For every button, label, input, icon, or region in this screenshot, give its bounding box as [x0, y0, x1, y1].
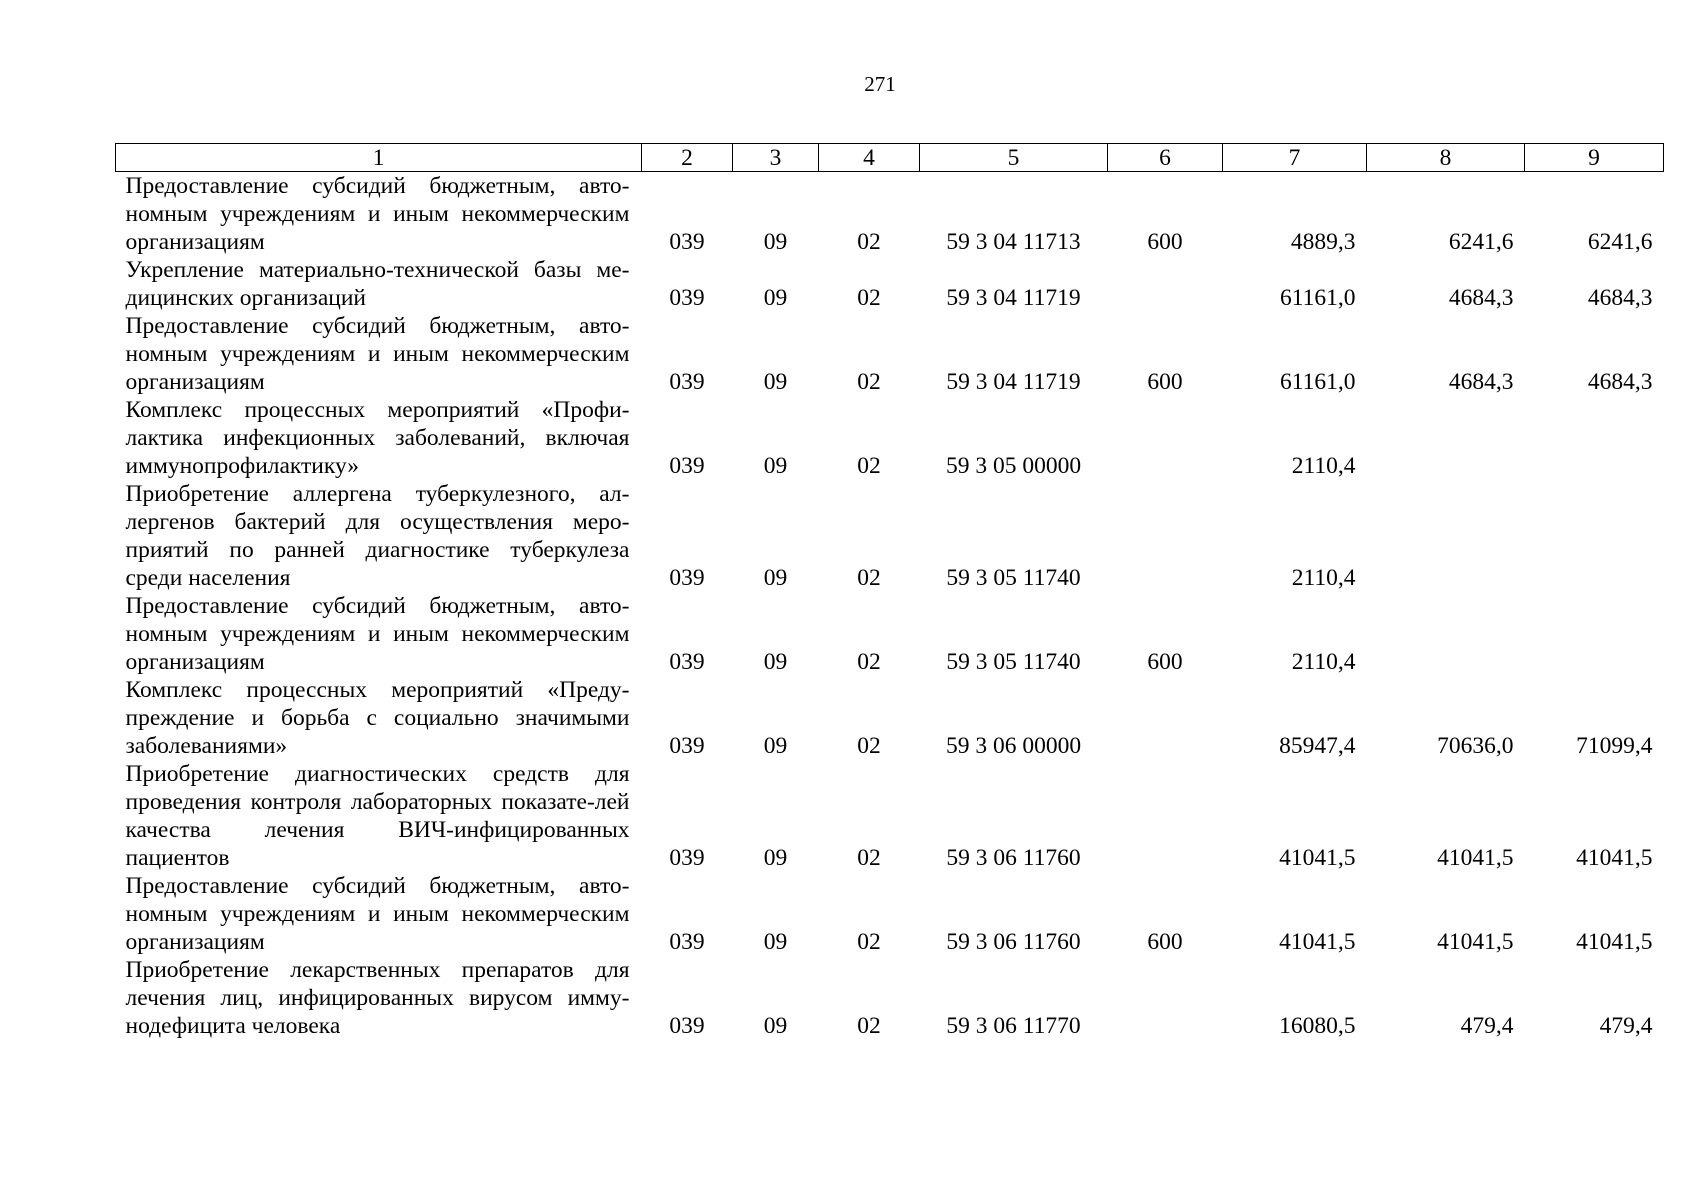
row-value-col9: 479,4	[1599, 1013, 1653, 1039]
row-subsection-code: 02	[857, 1013, 881, 1039]
col-header-6: 6	[1108, 144, 1223, 172]
row-section-code: 09	[763, 733, 788, 759]
row-expense-type	[1108, 256, 1223, 312]
page-number: 271	[864, 72, 896, 96]
col-header-7: 7	[1223, 144, 1367, 172]
col-header-4: 4	[819, 144, 920, 172]
table-row	[116, 172, 1664, 257]
row-name: Комплекс процессных мероприятий «Профи-лактика инфекционных заболеваний, включая иммунопрофилактику»	[125, 397, 630, 479]
table-row	[116, 676, 1664, 760]
table-row	[116, 256, 1664, 312]
row-value-col9	[1525, 396, 1664, 480]
row-target-article: 59 3 06 11770	[946, 1013, 1081, 1039]
row-grbs-code: 039	[669, 845, 705, 871]
row-grbs-code: 039	[669, 649, 705, 675]
row-name: Предоставление субсидий бюджетным, авто-номным учреждениям и иным некоммерческим организациям	[125, 173, 630, 255]
col-header-1: 1	[116, 144, 642, 172]
row-value-col9: 41041,5	[1576, 929, 1653, 955]
row-value-col8: 70636,0	[1437, 733, 1514, 759]
table-row	[116, 396, 1664, 480]
row-section-code: 09	[763, 929, 788, 955]
col-header-9: 9	[1525, 144, 1664, 172]
row-section-code: 09	[763, 845, 788, 871]
col-header-8: 8	[1367, 144, 1525, 172]
row-value-col7: 41041,5	[1279, 845, 1356, 871]
row-value-col9: 41041,5	[1576, 845, 1653, 871]
col-header-2: 2	[642, 144, 733, 172]
row-name: Предоставление субсидий бюджетным, авто-номным учреждениям и иным некоммерческим организациям	[125, 593, 630, 675]
row-value-col7: 4889,3	[1290, 229, 1356, 255]
table-row	[116, 312, 1664, 396]
row-subsection-code: 02	[857, 565, 881, 591]
table-row	[116, 872, 1664, 956]
row-expense-type: 600	[1147, 649, 1183, 675]
row-target-article: 59 3 04 11713	[946, 229, 1081, 255]
table-row	[116, 956, 1664, 1040]
row-name: Приобретение аллергена туберкулезного, ал-лергенов бактерий для осуществления меро-приятий по ранней диагностике туберкулеза среди населения	[125, 481, 630, 591]
row-grbs-code: 039	[669, 369, 705, 395]
row-expense-type	[1108, 676, 1223, 760]
row-subsection-code: 02	[857, 369, 881, 395]
row-target-article: 59 3 04 11719	[946, 369, 1081, 395]
row-target-article: 59 3 04 11719	[946, 285, 1081, 311]
row-value-col8	[1367, 480, 1525, 592]
row-target-article: 59 3 06 00000	[945, 733, 1082, 759]
row-name: Комплекс процессных мероприятий «Преду-преждение и борьба с социально значимыми заболеваниями»	[125, 677, 630, 759]
row-grbs-code: 039	[669, 1013, 705, 1039]
row-expense-type: 600	[1147, 369, 1183, 395]
row-target-article: 59 3 06 11760	[946, 929, 1081, 955]
row-value-col7: 61161,0	[1279, 369, 1356, 395]
row-section-code: 09	[763, 229, 788, 255]
table-row	[116, 760, 1664, 872]
row-value-col8: 41041,5	[1437, 929, 1514, 955]
row-value-col9: 71099,4	[1576, 733, 1653, 759]
row-value-col8: 479,4	[1460, 1013, 1514, 1039]
row-value-col7: 2110,4	[1291, 565, 1356, 591]
row-section-code: 09	[763, 1013, 788, 1039]
row-expense-type	[1108, 956, 1223, 1040]
row-target-article: 59 3 06 11760	[946, 845, 1081, 871]
row-value-col8: 4684,3	[1448, 369, 1514, 395]
row-name: Предоставление субсидий бюджетным, авто-номным учреждениям и иным некоммерческим организациям	[125, 313, 630, 395]
row-subsection-code: 02	[857, 229, 881, 255]
row-name: Приобретение диагностических средств для проведения контроля лабораторных показате-лей качества лечения ВИЧ-инфицированных пациентов	[125, 761, 630, 871]
row-subsection-code: 02	[857, 649, 881, 675]
row-value-col7: 85947,4	[1279, 733, 1356, 759]
row-value-col7: 2110,4	[1291, 453, 1356, 479]
table-row	[116, 480, 1664, 592]
row-name: Предоставление субсидий бюджетным, авто-номным учреждениям и иным некоммерческим организациям	[125, 873, 630, 955]
row-grbs-code: 039	[669, 229, 705, 255]
row-grbs-code: 039	[669, 929, 705, 955]
row-value-col8: 6241,6	[1448, 229, 1514, 255]
row-target-article: 59 3 05 00000	[945, 453, 1082, 479]
row-value-col8	[1367, 396, 1525, 480]
row-value-col7: 61161,0	[1279, 285, 1356, 311]
row-expense-type	[1108, 396, 1223, 480]
table-body	[116, 172, 1664, 1041]
row-grbs-code: 039	[669, 285, 705, 311]
row-value-col8: 41041,5	[1437, 845, 1514, 871]
row-expense-type	[1108, 480, 1223, 592]
row-target-article: 59 3 05 11740	[946, 565, 1081, 591]
row-expense-type: 600	[1147, 229, 1183, 255]
row-subsection-code: 02	[857, 733, 881, 759]
row-name: Приобретение лекарственных препаратов для лечения лиц, инфицированных вирусом имму-нодефицита человека	[125, 957, 630, 1039]
col-header-3: 3	[733, 144, 819, 172]
row-grbs-code: 039	[669, 453, 705, 479]
row-value-col7: 16080,5	[1279, 1013, 1356, 1039]
row-value-col9: 4684,3	[1587, 369, 1653, 395]
row-target-article: 59 3 05 11740	[946, 649, 1081, 675]
row-subsection-code: 02	[857, 285, 881, 311]
budget-table	[115, 143, 1664, 1040]
column-number-header	[116, 144, 1664, 172]
row-subsection-code: 02	[857, 845, 881, 871]
row-value-col7: 41041,5	[1279, 929, 1356, 955]
row-section-code: 09	[763, 285, 788, 311]
row-name: Укрепление материально-технической базы ме-дицинских организаций	[125, 257, 630, 311]
row-section-code: 09	[763, 453, 788, 479]
row-value-col8	[1367, 592, 1525, 676]
row-expense-type	[1108, 760, 1223, 872]
row-section-code: 09	[763, 565, 788, 591]
row-value-col7: 2110,4	[1291, 649, 1356, 675]
row-subsection-code: 02	[857, 453, 881, 479]
row-value-col9	[1525, 480, 1664, 592]
row-section-code: 09	[763, 649, 788, 675]
row-grbs-code: 039	[669, 565, 705, 591]
row-value-col9: 4684,3	[1587, 285, 1653, 311]
row-grbs-code: 039	[669, 733, 705, 759]
row-subsection-code: 02	[857, 929, 881, 955]
row-value-col9: 6241,6	[1587, 229, 1653, 255]
row-expense-type: 600	[1147, 929, 1183, 955]
row-value-col9	[1525, 592, 1664, 676]
row-section-code: 09	[763, 369, 788, 395]
table-row	[116, 592, 1664, 676]
col-header-5: 5	[920, 144, 1108, 172]
row-value-col8: 4684,3	[1448, 285, 1514, 311]
